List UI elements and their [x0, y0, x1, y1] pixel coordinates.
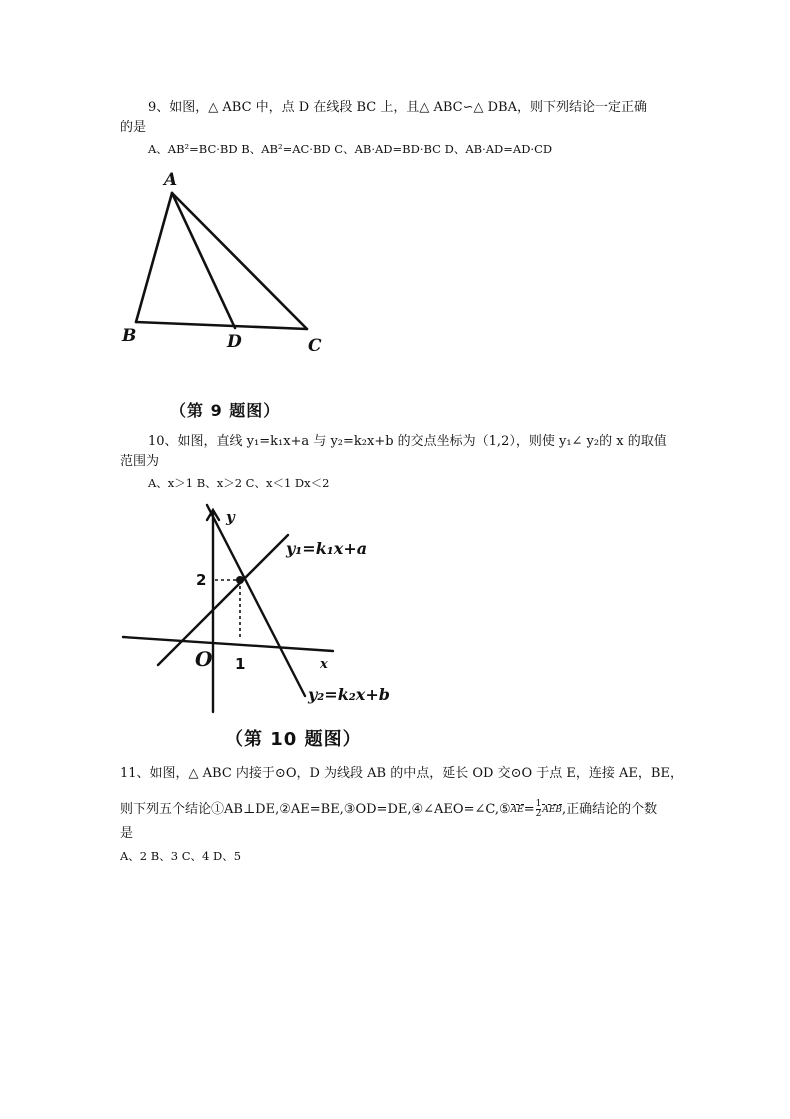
- q9-triangle-figure: [110, 165, 350, 365]
- q11-fraction-numerator: 1: [535, 799, 542, 809]
- q9-options: A、AB²=BC·BD B、AB²=AC·BD C、AB·AD=BD·BC D、AB·AD=AD·CD: [148, 142, 553, 156]
- q9-segment-AD: [172, 193, 235, 328]
- q11-fraction: [536, 800, 542, 819]
- q11-options: A、2 B、3 C、4 D、5: [120, 849, 242, 863]
- q9-segment-AB: [136, 193, 172, 322]
- q10-intersection-point: [236, 576, 244, 584]
- q10-label-origin: O: [195, 647, 213, 671]
- q10-label-y: y: [226, 508, 235, 526]
- q10-label-tick-2: 2: [196, 571, 207, 589]
- q11-equals: =: [523, 802, 535, 817]
- q11-stem-line1: 11、如图，△ ABC 内接于⊙O，D 为线段 AB 的中点，延长 OD 交⊙O 于点 E，连接 AE，BE，: [120, 766, 683, 781]
- q10-options: A、x＞1 B、x＞2 C、x＜1 Dx＜2: [148, 476, 330, 490]
- q11-arc-AE: AE: [510, 805, 524, 815]
- q10-x-axis: [123, 637, 333, 651]
- q10-stem-line2: 范围为: [120, 454, 160, 469]
- q10-stem-line1: 10、如图，直线 y₁=k₁x+a 与 y₂=k₂x+b 的交点坐标为（1,2），则使 y₁∠ y₂的 x 的取值: [148, 434, 667, 449]
- q10-label-x: x: [320, 657, 328, 672]
- q9-stem-line2: 的是: [120, 120, 147, 135]
- q10-label-line1: y₁=k₁x+a: [286, 539, 368, 558]
- q9-label-B: B: [122, 326, 137, 346]
- q10-label-line2: y₂=k₂x+b: [308, 685, 390, 704]
- q11-stem-line2-suffix: ,正确结论的个数: [562, 802, 658, 817]
- q10-figure-caption: （第 10 题图）: [225, 729, 362, 750]
- q9-label-A: A: [164, 170, 178, 190]
- q11-arc-AEB: AEB: [542, 805, 563, 815]
- q10-coordinate-figure: [115, 500, 415, 720]
- q9-label-C: C: [308, 336, 322, 356]
- q9-stem-line1: 9、如图，△ ABC 中，点 D 在线段 BC 上，且△ ABC∽△ DBA，则下列结论一定正确: [148, 100, 648, 115]
- q11-fraction-denominator: 2: [535, 809, 542, 819]
- q9-figure-caption: （第 9 题图）: [170, 401, 281, 420]
- q11-stem-line2: [120, 800, 657, 819]
- q9-segment-BC: [136, 322, 307, 329]
- q9-label-D: D: [227, 332, 242, 352]
- q10-label-tick-1: 1: [235, 655, 246, 673]
- q9-segment-AC: [172, 193, 307, 329]
- q11-stem-line2-prefix: 则下列五个结论①AB⊥DE,②AE=BE,③OD=DE,④∠AEO=∠C,⑤: [120, 802, 511, 817]
- q11-stem-line3: 是: [120, 826, 134, 841]
